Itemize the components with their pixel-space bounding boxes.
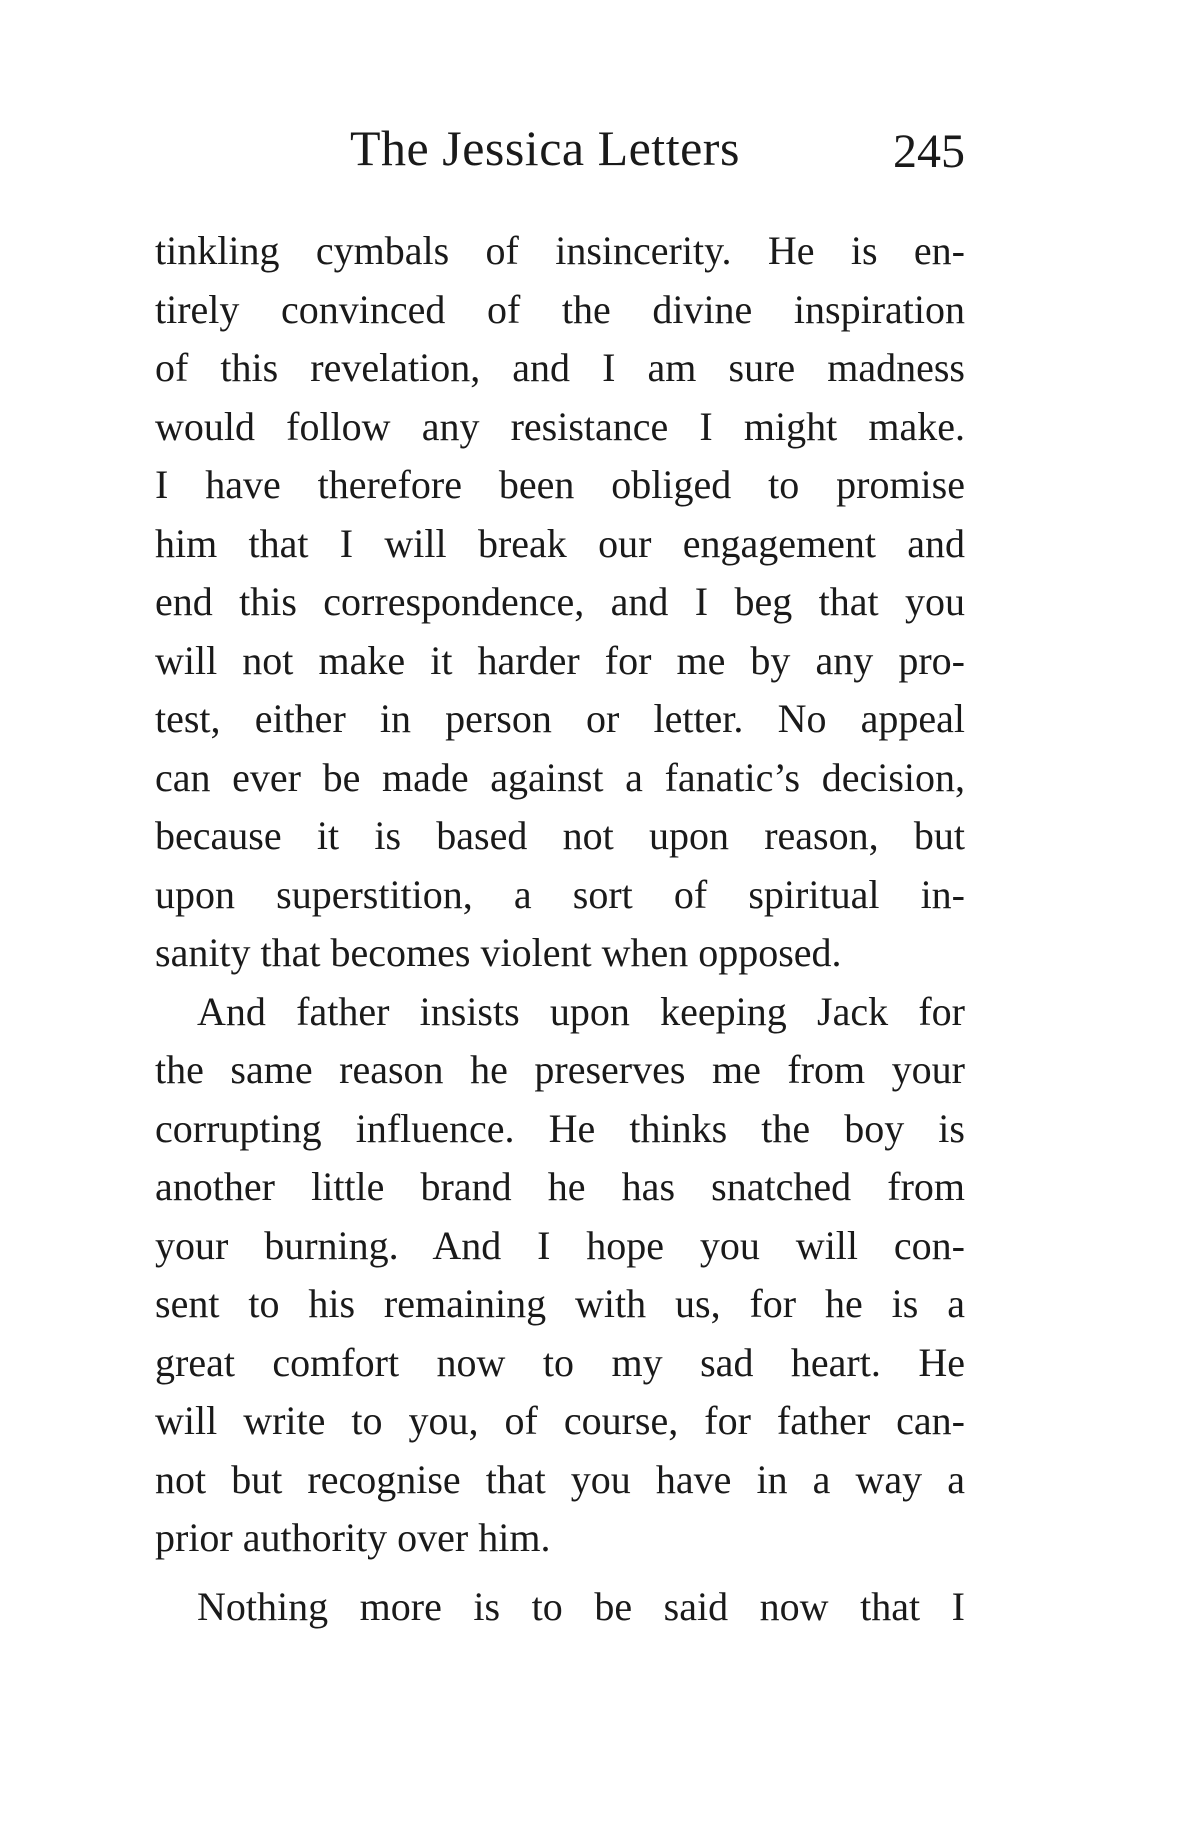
text-line: tinkling cymbals of insincerity. He is en- bbox=[155, 228, 965, 273]
text-line: him that I will break our engagement and bbox=[155, 520, 965, 566]
running-title: The Jessica Letters bbox=[350, 120, 740, 176]
text-line: will write to you, of course, for father can- bbox=[155, 1398, 965, 1443]
text-line: will not make it harder for me by any pro- bbox=[155, 637, 965, 683]
text-line: tirely convinced of the divine inspiration bbox=[155, 286, 965, 332]
text-line: not but recognise that you have in a way a bbox=[155, 1456, 965, 1502]
text-line: upon superstition, a sort of spiritual in- bbox=[155, 871, 965, 917]
text-line: corrupting influence. He thinks the boy is bbox=[155, 1105, 965, 1151]
text-line: would follow any resistance I might make. bbox=[155, 403, 965, 449]
paragraph-start-line: Nothing more is to be said now that I bbox=[197, 1583, 965, 1629]
text-line: test, either in person or letter. No appeal bbox=[155, 696, 965, 741]
paragraph-start-line: And father insists upon keeping Jack for bbox=[197, 988, 965, 1034]
text-line: sent to his remaining with us, for he is a bbox=[155, 1281, 965, 1326]
text-line: another little brand he has snatched from bbox=[155, 1164, 965, 1209]
text-line: because it is based not upon reason, but bbox=[155, 813, 965, 858]
text-line: sanity that becomes violent when opposed. bbox=[155, 930, 842, 975]
text-line: can ever be made against a fanatic’s decision, bbox=[155, 754, 965, 800]
text-line: great comfort now to my sad heart. He bbox=[155, 1339, 965, 1385]
text-line: of this revelation, and I am sure madness bbox=[155, 345, 965, 390]
body-text bbox=[155, 222, 965, 1636]
running-header bbox=[155, 118, 965, 178]
text-line: the same reason he preserves me from your bbox=[155, 1047, 965, 1092]
page-number: 245 bbox=[893, 125, 965, 178]
text-line: your burning. And I hope you will con- bbox=[155, 1222, 965, 1268]
text-line: prior authority over him. bbox=[155, 1515, 551, 1560]
text-line: I have therefore been obliged to promise bbox=[155, 462, 965, 507]
text-line: end this correspondence, and I beg that you bbox=[155, 579, 965, 624]
